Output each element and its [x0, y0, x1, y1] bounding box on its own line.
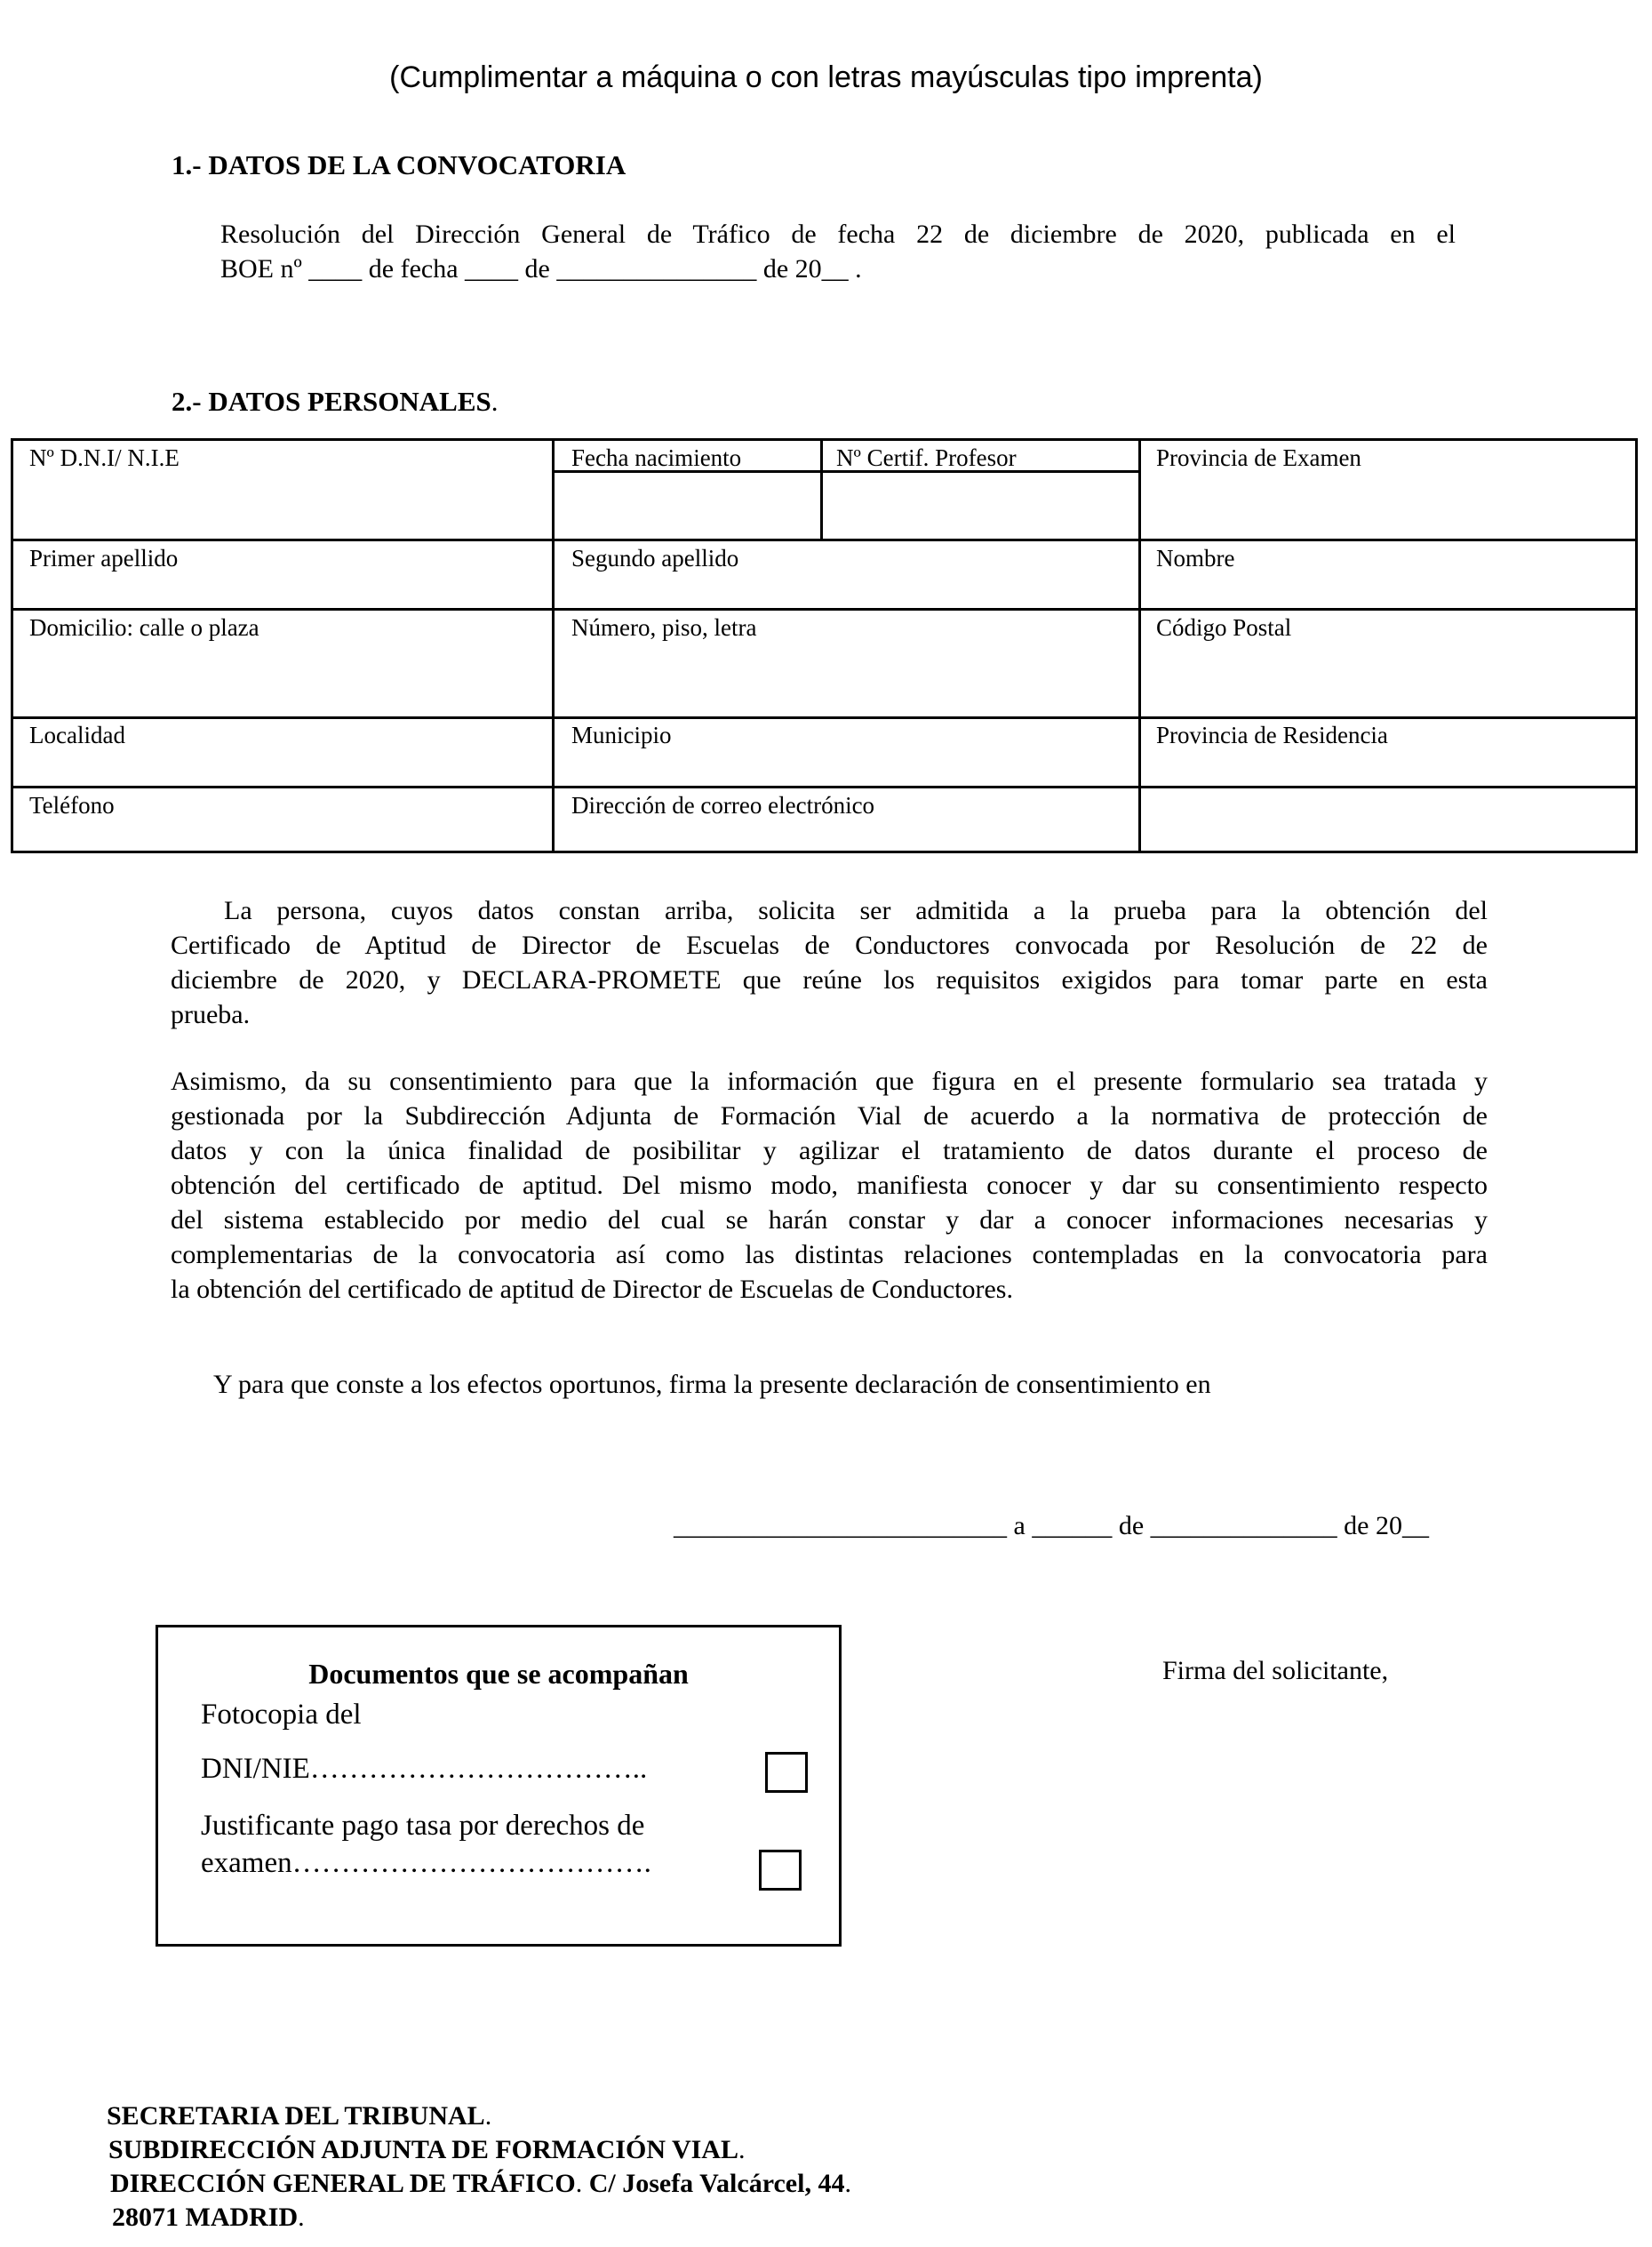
row-divider: [13, 608, 1635, 611]
dni-field[interactable]: Nº D.N.I/ N.I.E: [29, 444, 180, 471]
provincia-examen-field[interactable]: Provincia de Examen: [1156, 444, 1361, 471]
request-line: diciembre de 2020, y DECLARA-PROMETE que reúne los requisitos exigidos para tomar parte en esta: [171, 965, 1488, 995]
consent-line: la obtención del certificado de aptitud de Director de Escuelas de Conductores.: [171, 1275, 1013, 1304]
consent-paragraph: [171, 1064, 1488, 1307]
convocatoria-text: [220, 217, 1456, 286]
request-line: La persona, cuyos datos constan arriba, solicita ser admitida a la prueba para la obtención del: [224, 896, 1488, 925]
documents-tasa-label-2: examen……………………………….: [201, 1847, 651, 1879]
nombre-field[interactable]: Nombre: [1156, 545, 1235, 572]
documents-tasa-label: Justificante pago tasa por derechos de: [201, 1810, 645, 1842]
dni-checkbox[interactable]: [765, 1752, 808, 1793]
col-divider: [1138, 441, 1141, 851]
signature-statement: Y para que conste a los efectos oportunos, firma la presente declaración de consentimiento en: [213, 1370, 1211, 1399]
fecha-nacimiento-field[interactable]: Fecha nacimiento: [571, 444, 742, 471]
request-line: prueba.: [171, 1000, 251, 1029]
firma-label: Firma del solicitante,: [1162, 1656, 1389, 1685]
footer-dot: .: [844, 2169, 851, 2198]
consent-line: obtención del certificado de aptitud. Del mismo modo, manifiesta conocer y dar su consentimiento respecto: [171, 1171, 1488, 1200]
footer-line-4: [112, 2203, 305, 2233]
section2-title: 2.- DATOS PERSONALES: [172, 386, 491, 417]
convocatoria-line-1: Resolución del Dirección General de Tráfico de fecha 22 de diciembre de 2020, publicada en el: [220, 220, 1456, 249]
localidad-field[interactable]: Localidad: [29, 722, 125, 748]
row-divider: [13, 716, 1635, 719]
row-divider: [13, 539, 1635, 541]
signature-date-line[interactable]: _________________________ a ______ de ______________ de 20__: [674, 1511, 1429, 1540]
certif-profesor-field[interactable]: Nº Certif. Profesor: [836, 444, 1017, 471]
numero-piso-field[interactable]: Número, piso, letra: [571, 614, 757, 641]
email-field[interactable]: Dirección de correo electrónico: [571, 792, 875, 819]
section1-title: 1.- DATOS DE LA CONVOCATORIA: [172, 149, 626, 180]
documents-title: Documentos que se acompañan: [308, 1658, 689, 1690]
segundo-apellido-field[interactable]: Segundo apellido: [571, 545, 739, 572]
personal-data-table: [11, 438, 1638, 853]
consent-line: complementarias de la convocatoria así como las distintas relaciones contempladas en la convocatoria para: [171, 1240, 1488, 1269]
section2-heading: [172, 386, 499, 418]
documents-line-fotocopia: Fotocopia del: [201, 1699, 362, 1731]
municipio-field[interactable]: Municipio: [571, 722, 672, 748]
telefono-field[interactable]: Teléfono: [29, 792, 115, 819]
consent-line: gestionada por la Subdirección Adjunta de Formación Vial de acuerdo a la normativa de protección de: [171, 1101, 1488, 1131]
consent-line: datos y con la única finalidad de posibilitar y agilizar el tratamiento de datos durante el proceso de: [171, 1136, 1488, 1165]
footer-line-2: [108, 2135, 745, 2165]
convocatoria-line-2[interactable]: BOE nº ____ de fecha ____ de _______________ de 20__ .: [220, 254, 862, 284]
consent-line: Asimismo, da su consentimiento para que la información que figura en el presente formulario sea tratada y: [171, 1067, 1488, 1096]
documents-box: [156, 1625, 842, 1947]
instruction-text: (Cumplimentar a máquina o con letras mayúsculas tipo imprenta): [389, 60, 1263, 94]
request-line: Certificado de Aptitud de Director de Escuelas de Conductores convocada por Resolución de 22 de: [171, 931, 1488, 960]
domicilio-field[interactable]: Domicilio: calle o plaza: [29, 614, 259, 641]
provincia-residencia-field[interactable]: Provincia de Residencia: [1156, 722, 1388, 748]
footer-city: 28071 MADRID: [112, 2203, 299, 2232]
footer-line-1: [107, 2101, 491, 2131]
footer-dot: .: [484, 2101, 492, 2131]
col-divider: [552, 441, 555, 851]
footer-tribunal: SECRETARIA DEL TRIBUNAL: [107, 2101, 485, 2131]
codigo-postal-field[interactable]: Código Postal: [1156, 614, 1292, 641]
footer-subdireccion: SUBDIRECCIÓN ADJUNTA DE FORMACIÓN VIAL: [108, 2135, 738, 2164]
footer-dot: .: [738, 2135, 746, 2164]
footer-dot: .: [575, 2169, 583, 2198]
consent-line: del sistema establecido por medio del cual se harán constar y dar a conocer informaciones necesarias y: [171, 1205, 1488, 1235]
footer-dot: .: [298, 2203, 305, 2232]
col-divider: [820, 441, 823, 539]
row-divider: [13, 786, 1635, 788]
request-paragraph: [171, 893, 1488, 1032]
section2-title-dot: .: [491, 386, 499, 417]
documents-dni-label: DNI/NIE……………………………..: [201, 1753, 648, 1785]
primer-apellido-field[interactable]: Primer apellido: [29, 545, 179, 572]
tasa-checkbox[interactable]: [759, 1850, 802, 1891]
footer-line-3: [110, 2169, 851, 2199]
footer-address: C/ Josefa Valcárcel, 44: [588, 2169, 845, 2198]
footer-dgt: DIRECCIÓN GENERAL DE TRÁFICO: [110, 2169, 576, 2198]
